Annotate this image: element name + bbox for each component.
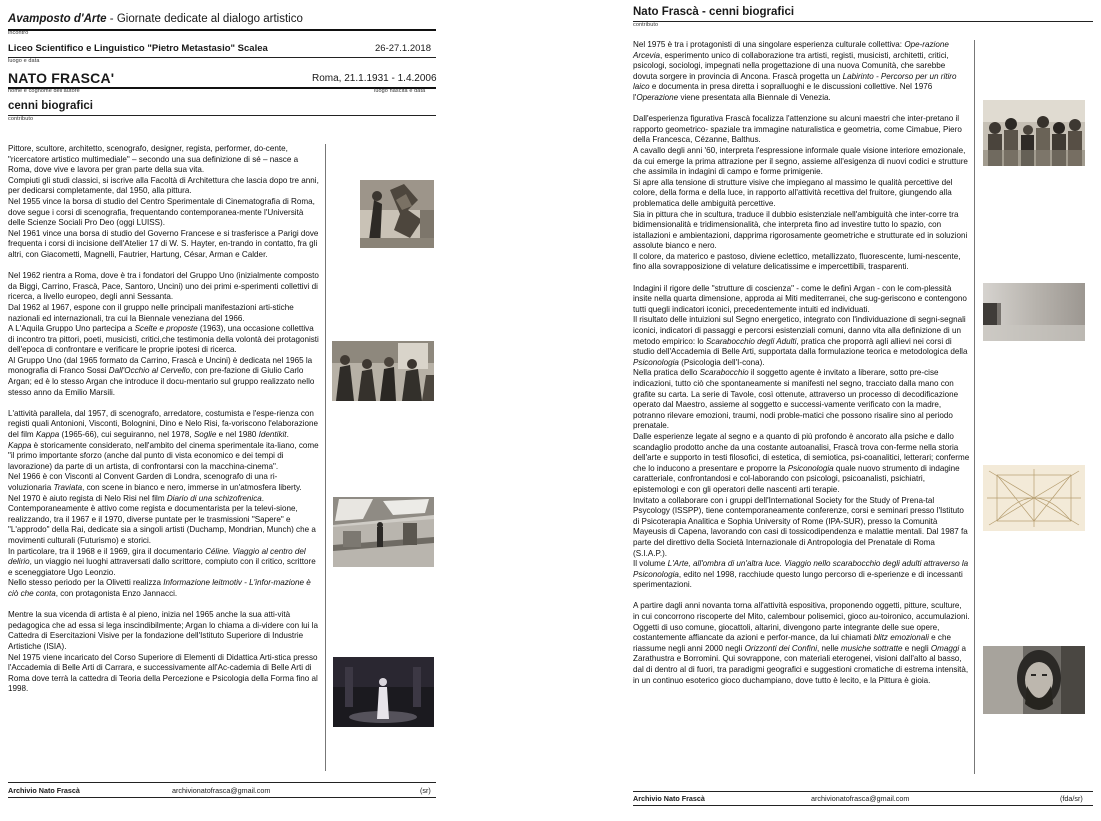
life-caption: luogo nascita e data: [374, 88, 426, 94]
text-line: [8, 409, 318, 439]
section-title: cenni biografici: [8, 100, 93, 112]
text-run: Contemporaneamente è attivo come regista e documentarista per la televi-sione, realizzando, tra il 1967 e il 1970, diverse puntate per le trasmissioni "Sapere" e "L'approdo" della Rai, dedicate sia a singoli artisti (Duchamp, Mondrian, Munch) che a movimenti culturali (Futurismo) e storici.: [8, 504, 316, 545]
text-line: [8, 610, 318, 651]
event-header: [8, 13, 303, 25]
text-line: [633, 40, 956, 102]
text-run: è storicamente considerato, nell'ambito del cinema sperimentale ita-liano, come "il primo importante sforzo (anche dal punto di vista economico e dei tempi di lavorazione) da parte di un artista, di confrontarsi con la macchina-cinema".: [8, 440, 319, 471]
text-run: .: [261, 493, 264, 503]
text-line: [8, 356, 314, 397]
paragraph: [633, 40, 970, 104]
italic-title: Scarabocchio: [699, 368, 749, 378]
photo-stage-set: [333, 497, 434, 567]
text-run: Compiuti gli studi classici, si iscrive alla Facoltà di Architettura che lascia dopo tre anni, per dedicarsi completamente, dal 1950, alla pittura.: [8, 175, 319, 196]
text-run: Nel 1975 viene incaricato del Corso Superiore di Elementi di Didattica Arti-stica presso l'Accademia di Belle Arti di Carrara, e successivamente all'Ac-cademia di Belle Arti di Roma dove terrà la cattedra di Teoria della Percezione e Psicologia della Forma fino al 1998.: [8, 652, 318, 694]
text-run: Nel 1966 è con Visconti al Convent Garden di Londra, scenografo di una ri-voluzionaria: [8, 472, 278, 492]
photo-group-crowd: [983, 100, 1085, 166]
footer-email[interactable]: archivionatofrasca@gmail.com: [172, 786, 271, 795]
text-line: [633, 432, 969, 494]
text-line: [633, 178, 952, 208]
photo-gruppo-uno: [332, 341, 434, 401]
text-line: [8, 547, 316, 577]
photo-grey-installation: [983, 283, 1085, 341]
text-line: [633, 496, 968, 558]
italic-title: Orizzonti dei Confini: [744, 643, 818, 653]
footer-initials: (fda/sr): [1060, 794, 1083, 803]
italic-title: Traviata: [53, 483, 83, 492]
text-run: e nel 1980: [216, 430, 259, 440]
text-line: [633, 559, 968, 589]
text-line: [8, 271, 319, 301]
italic-title: Kappa: [35, 430, 60, 440]
text-run: A cavallo degli anni '60, interpreta l'espressione informale quale visione interiore emozionale, da cui emerge la prima attrazione per il segno, assieme all'esigenza di nuovi codici e strutture che assimila in indagini di campo e forme primigenie.: [633, 145, 968, 177]
text-line: [8, 324, 319, 354]
text-run: viene presentata alla Biennale di Venezia.: [678, 92, 831, 102]
text-run: Indagini il rigore delle "strutture di coscienza" - come le definì Argan - con le com-plessità insite nella quarta dimensione, approda ai Miti mediterranei, che sug-geriscono e contengono tutti quegli indicatori iconici, precedentemente intuiti ed individuati.: [633, 283, 967, 314]
photo-studio-sculpture: [360, 180, 434, 248]
text-run: Il colore, da materico e pastoso, diviene eclettico, metallizzato, fluorescente, lumi-nescente, fino alla sovrapposizione di velature delicatissime e impercettibili, trasparenti.: [633, 251, 961, 272]
divider: [8, 57, 436, 58]
text-run: L'attività parallela, dal 1957, di scenografo, arredatore, costumista e l'espe-rienza con registi quali Antonioni, Visconti, Bolognini, Dino e Nelo Risi, fa-voriscono l'elaborazione del film: [8, 408, 319, 440]
italic-title: Scarabocchio degli Adulti: [705, 336, 797, 346]
right-caption: contributo: [633, 22, 659, 28]
text-line: [633, 284, 967, 314]
paragraph: [8, 144, 320, 261]
text-line: [8, 653, 318, 694]
photo-performance-figure: [333, 657, 434, 727]
text-run: (Psicologia dell'I-cona).: [678, 357, 765, 367]
footer-left: [8, 786, 80, 795]
paragraph: [633, 114, 970, 273]
divider: [633, 21, 1093, 22]
text-run: (1965-66), cui seguiranno, nel 1978,: [59, 430, 194, 440]
text-line: [8, 197, 315, 227]
paragraph: [633, 284, 970, 591]
text-line: [8, 494, 264, 503]
name-caption: nome e cognome dell'autore: [8, 88, 80, 94]
text-run: , con scene in bianco e nero, immerse in un'atmosfera liberty.: [82, 483, 302, 492]
italic-title: Psiconologia: [787, 463, 834, 473]
text-run: Si apre alla tensione di strutture visive che impiegano al massimo le qualità percettive del colore, della forma e della luce, in rapporto all'attività recettiva del fruitore, giungendo alla problematica delle ambiguità percettive.: [633, 177, 953, 208]
italic-title: Labirinto - Percorso per un ritiro laico: [633, 71, 957, 92]
divider: [633, 791, 1093, 792]
italic-title: Céline. Viaggio al centro del delirio: [8, 546, 306, 567]
italic-title: Informazione leitmotiv - L'infor-mazione è ciò che conta: [8, 578, 311, 598]
left-page: [0, 0, 540, 821]
bio-text-right: [633, 40, 970, 697]
text-run: Pittore, scultore, architetto, scenografo, designer, regista, performer, do-cente, "ricercatore artistico multimediale" – secondo una sua definizione di sé – nasce a Roma, dove vive e lavora per gran parte della sua vita.: [8, 144, 299, 175]
divider: [633, 805, 1093, 806]
footer-archive: Archivio Nato Frascà: [8, 786, 80, 795]
text-run: a Zarathustra e Borromini. Qui sovrappone, con materiali eterogenei, visioni dall'alto al basso, dal di dentro al di fuori, tra paradigmi geografici e suggestioni cromatiche di estrema intensità, in un continuo esoterico gioco duchampiano, dove tutto è lecito, e la Pittura è gioia.: [633, 643, 969, 685]
text-run: Nel 1961 vince una borsa di studio del Governo Francese e si trasferisce a Parigi dove frequenta i corsi di incisione dell'Atelier 17 di W. S. Hayter, en-trando in contatto, fra gli altri, con Giacometti, Magnelli, Fautrier, Hartung, César, Arman e Calder.: [8, 228, 319, 259]
text-line: [633, 368, 958, 430]
text-line: [633, 601, 970, 684]
text-run: , esperimento unico di collaborazione tra artisti, registi, musicisti, architetti, critici, psicologi, sociologi, impegnati nella progettazione di una nuova Comunità, che sarebbe dovuta sorgere in provincia di Ancona. Frascà progetta un: [633, 50, 949, 81]
text-line: [8, 144, 298, 174]
text-run: Nel 1962 rientra a Roma, dove è tra i fondatori del Gruppo Uno (inizialmente composto da Biggi, Carrino, Frascà, Pace, Santoro, Uncini) uno dei primi e-sperimenti collettivi di ricerca, a livello europeo, degli anni Sessanta.: [8, 271, 319, 302]
text-run: Dalle esperienze legate al segno e a quanto di più profondo è ancorato alla psiche e dallo scandaglio prodotto anche da una costante autoanalisi, Frascà trova con-ferme nella storia dell'arte e supporto in testi filosofici, di estetica, di semiotica, psi-coanalitici, letterari; conferme che lo inducono a presentare e proporre la: [633, 431, 970, 473]
paragraph: [633, 601, 970, 686]
text-run: e negli: [902, 643, 931, 653]
text-run: , nelle: [817, 643, 841, 653]
right-page: [566, 0, 1101, 821]
divider: [8, 797, 436, 798]
event-caption: incontro: [8, 30, 29, 36]
text-line: [8, 229, 318, 259]
text-run: A L'Aquila Gruppo Uno partecipa a: [8, 324, 135, 334]
photo-geometric-drawing: [983, 465, 1085, 531]
photo-portrait-bearded-man: [983, 646, 1085, 714]
paragraph: [8, 409, 320, 600]
footer-initials: (sr): [420, 786, 431, 795]
divider: [8, 29, 436, 31]
text-line: [633, 210, 967, 251]
text-run: , un viaggio nei luoghi attraversati dallo scrittore, compiuto con il critico, scrittore e sceneggiatore Ugo Leonzio.: [8, 557, 316, 577]
text-run: il soggetto agente è invitato a liberare, sotto pre-cise indicazioni, tutto ciò che spontaneamente si manifesti nel segno, tracciato dalla mano con grafite su carta. La serie di Tavole, così ottenute, attraverso un processo di decodificazione operato dal Maestro, assieme al soggetto e successi-vamente verificato con la madre, potranno rilevare emozioni, traumi, nodi proble-matici che possono risalire sino al periodo prenatale.: [633, 368, 959, 431]
bio-text-left: [8, 144, 320, 705]
italic-title: L'Arte, all'ombra di un'altra luce. Viaggio nello scarabocchio degli adulti attraverso la Psiconologia: [633, 559, 969, 579]
text-run: Nel 1970 è aiuto regista di Nelo Risi nel film: [8, 493, 167, 503]
italic-title: Operazione: [636, 92, 679, 102]
artist-name: NATO FRASCA': [8, 70, 115, 86]
paragraph: [8, 271, 320, 398]
italic-title: musiche sottratte: [840, 643, 903, 653]
right-page-title: Nato Frascà - cenni biografici: [633, 6, 795, 18]
footer-left: [633, 794, 705, 803]
school-dates: 26-27.1.2018: [375, 43, 431, 54]
text-run: , pratica che proporrà agli allievi nei corsi di studio dell'Accademia di Belle Arti, supportata dalla formulazione teorica e metodologica della: [633, 336, 968, 357]
text-run: Nel 1955 vince la borsa di studio del Centro Sperimentale di Cinematografia di Roma, dove segue i corsi di scenografia, frequentando contemporanea-mente l'Università delle Scienze Sociali Pro Deo (oggi LUISS).: [8, 196, 315, 228]
text-line: [8, 504, 316, 545]
event-subtitle: - Giornate dedicate al dialogo artistico: [106, 13, 303, 25]
text-run: , con protagonista Enzo Jannacci.: [55, 588, 178, 598]
italic-title: Ope-razione Arcevia: [633, 40, 949, 60]
text-line: [633, 146, 968, 176]
footer-email[interactable]: archivionatofrasca@gmail.com: [811, 794, 910, 803]
text-run: e documenta in presa diretta i sopralluoghi e le discussioni collettive. Nel 1976 l': [633, 82, 933, 102]
text-run: Invitato a collaborare con i gruppi dell'International Society for the Study of Prena-tal Psycology (ISSPP), tiene contemporaneamente conferenze, corsi e seminari presso l'Istituto di Psicoterapia Analitica e Sophia University of Rome (IPA-SUR), presso la Comunità Mayeusis di Capena, lavorando con casi di tossicodipendenza e malattie mentali. Dal 1987 fa parte del direttivo della Società Internazionale di Antropologia del Prenatale di Roma (S.I.A.P.).: [633, 495, 968, 558]
text-run: , edito nel 1998, racchiude questo lungo percorso di e-sperienze e di incessanti sperimentazioni.: [633, 569, 963, 590]
italic-title: Scelte e proposte: [134, 324, 198, 334]
text-run: Nella pratica dello: [633, 368, 700, 378]
divider: [8, 782, 436, 783]
school-name: Liceo Scientifico e Linguistico "Pietro Metastasio" Scalea: [8, 43, 268, 54]
paragraph: [8, 610, 320, 695]
text-run: Al Gruppo Uno (dal 1965 formato da Carrino, Frascà e Uncini) è dedicata nel 1965 la monografia di Franco Sossi: [8, 355, 313, 376]
text-run: In particolare, tra il 1968 e il 1969, gira il documentario: [8, 546, 206, 556]
artist-life: Roma, 21.1.1931 - 1.4.2006: [312, 73, 437, 84]
text-run: Mentre la sua vicenda di artista è al pieno, inizia nel 1965 anche la sua atti-vità pedagogica che ad essa si lega inscindibilmente; Argan lo chiama a di-videre con lui la Cattedra di Esercitazioni Visive per la fondazione dell'Istituto Superiore di Industrie Artistiche (ISIA).: [8, 610, 318, 651]
column-rule: [974, 40, 975, 774]
italic-title: Diario di una schizofrenica: [166, 493, 262, 503]
text-line: [8, 472, 302, 492]
section-caption: contributo: [8, 116, 34, 122]
text-run: Nel 1975 è tra i protagonisti di una singolare esperienza culturale collettiva:: [633, 40, 905, 49]
italic-title: Omaggi: [930, 643, 960, 653]
event-title: Avamposto d'Arte: [8, 13, 107, 25]
text-run: , con pre-fazione di Giulio Carlo Argan; ed è lo stesso Argan che introduce il docu-mentario sul gruppo realizzato nello stesso anno da Emilio Marsili.: [8, 366, 315, 397]
text-run: quale nuovo strumento di indagine caratteriale, confrontandosi e col-laborando con psicologi, psicoanalisti, psichiatri, epistemologi e con gli operatori delle nascenti arti terapie.: [633, 463, 960, 494]
text-line: [633, 315, 967, 366]
text-run: A partire dagli anni novanta torna all'attività espositiva, proponendo oggetti, pitture, sculture, in cui concorrono riscoperte del Mito, calembour polisemici, gioco au-toironico, accumulazioni. Oggetti di uso comune, giocattoli, altarini, divengono parte integrante delle sue opere, costantemente affiancate da azioni e perfor-mance, da lui chiamati: [633, 601, 970, 643]
text-run: Dall'esperienza figurativa Frascà focalizza l'attenzione su alcuni maestri che inter-pretano il rapporto geometrico- spaziale tra immagine naturalistica e geometria, come Cimabue, Piero della Francesca, Cézanne, Balthus.: [633, 114, 962, 145]
text-line: [633, 252, 961, 272]
text-line: [8, 441, 319, 471]
text-line: [8, 578, 311, 598]
italic-title: Psiconologia: [633, 357, 679, 367]
text-line: [8, 303, 294, 323]
text-line: [633, 114, 962, 144]
italic-title: Soglie: [193, 430, 217, 440]
text-run: .: [286, 430, 289, 440]
italic-title: Kappa: [8, 440, 32, 450]
text-run: Sia in pittura che in scultura, traduce il dubbio esistenziale nell'ambiguità che inter-corre tra bidimensionalità e tridimensionalità, che interpreta fino ad investire tutto lo spazio, con istallazioni e ambientazioni, dapprima rigorosamente geometriche e strutturate ed in soluzioni assolute bianco e nero.: [633, 209, 968, 251]
text-run: Il risultato delle intuizioni sul Segno energetico, integrato con l'individuazione di segni-segnali iconici, indicatori di passaggi e percorsi esistenziali comuni, danno vita alla definizione di un metodo empirico: lo: [633, 315, 966, 346]
text-line: [8, 176, 319, 196]
text-run: Nello stesso periodo per la Olivetti realizza: [8, 578, 164, 588]
school-caption: luogo e data: [8, 58, 40, 64]
text-run: e che riassume negli anni 2000 negli: [633, 633, 951, 653]
text-run: Dal 1962 al 1967, espone con il gruppo nelle principali manifestazioni arti-stiche nazionali ed internazionali, tra cui la Biennale veneziana del 1966.: [8, 302, 294, 323]
text-run: (1963), una occasione collettiva di incontro tra pittori, poeti, musicisti, critici,che testimonia della volontà dei protagonisti dell'epoca di confrontare e verificare le proprie ipotesi di ricerca.: [8, 324, 319, 355]
italic-title: Identikit: [258, 430, 287, 440]
footer-archive: Archivio Nato Frascà: [633, 794, 705, 803]
divider: [8, 115, 436, 116]
italic-title: Dall'Occhio al Cervello: [108, 366, 190, 376]
column-rule: [325, 144, 326, 771]
italic-title: blitz emozionali: [873, 633, 929, 643]
text-run: Il volume: [633, 559, 668, 569]
